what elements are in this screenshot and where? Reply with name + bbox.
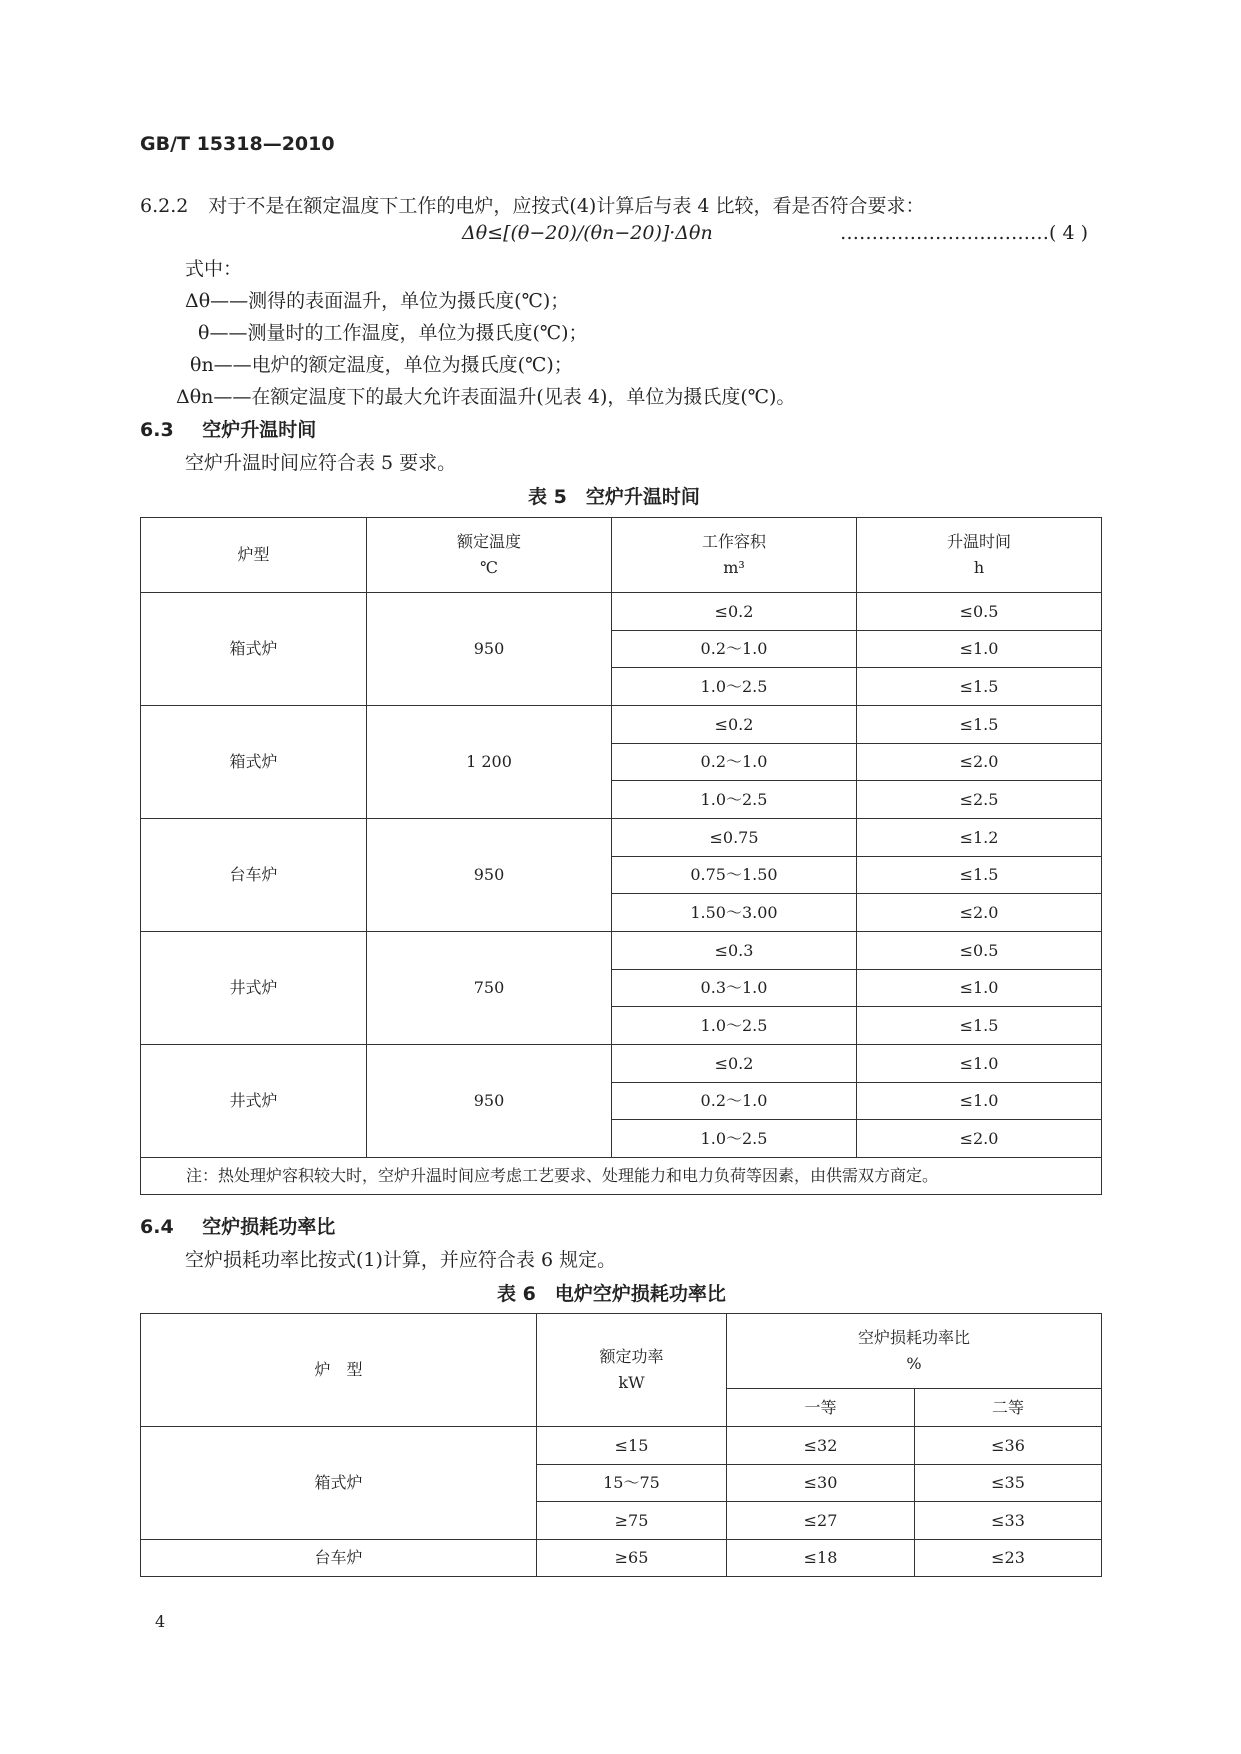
furnace-type-cell: 箱式炉 <box>141 1427 537 1540</box>
volume-cell: 0.3～1.0 <box>612 970 857 1007</box>
clause-text: 对于不是在额定温度下工作的电炉，应按式(4)计算后与表 4 比较，看是否符合要求： <box>208 195 925 217</box>
table5-header-row <box>141 518 1102 593</box>
volume-cell: 1.50～3.00 <box>612 894 857 932</box>
time-cell: ≤1.5 <box>857 1007 1102 1045</box>
time-cell: ≤0.5 <box>857 593 1102 631</box>
grade2-cell: ≤36 <box>915 1427 1102 1465</box>
volume-cell: 1.0～2.5 <box>612 668 857 706</box>
header-cell: 额定功率 kW <box>537 1314 727 1427</box>
grade1-cell: ≤32 <box>727 1427 915 1465</box>
table-row <box>141 1427 1102 1465</box>
power-cell: ≥65 <box>537 1540 727 1577</box>
definition: Δθn——在额定温度下的最大允许表面温升(见表 4)，单位为摄氏度(℃)。 <box>176 386 796 408</box>
header-cell: 炉 型 <box>141 1314 537 1427</box>
header-cell: 升温时间 h <box>857 518 1102 593</box>
table5 <box>140 517 1102 1195</box>
volume-cell: 1.0～2.5 <box>612 781 857 819</box>
volume-cell: ≤0.3 <box>612 932 857 970</box>
table5-caption: 表 5 空炉升温时间 <box>528 486 700 508</box>
volume-cell: 0.2～1.0 <box>612 631 857 668</box>
furnace-type-cell: 井式炉 <box>141 1045 367 1158</box>
time-cell: ≤1.0 <box>857 970 1102 1007</box>
table6-caption: 表 6 电炉空炉损耗功率比 <box>497 1283 726 1305</box>
time-cell: ≤1.5 <box>857 706 1102 744</box>
time-cell: ≤2.0 <box>857 1120 1102 1158</box>
section-text: 空炉升温时间应符合表 5 要求。 <box>185 452 457 474</box>
page-number: 4 <box>155 1612 166 1631</box>
table5-note-row <box>141 1158 1102 1195</box>
section-title: 空炉升温时间 <box>202 419 317 441</box>
temp-cell: 950 <box>367 819 612 932</box>
table-row <box>141 819 1102 857</box>
where-label: 式中： <box>185 258 243 280</box>
formula-number: ……………………………( 4 ) <box>840 222 1088 244</box>
header-cell: 工作容积 m³ <box>612 518 857 593</box>
section-6-3-heading <box>140 415 316 442</box>
table-row <box>141 593 1102 631</box>
volume-cell: ≤0.75 <box>612 819 857 857</box>
volume-cell: ≤0.2 <box>612 706 857 744</box>
temp-cell: 750 <box>367 932 612 1045</box>
time-cell: ≤2.0 <box>857 894 1102 932</box>
definition: Δθ——测得的表面温升，单位为摄氏度(℃)； <box>185 290 570 312</box>
time-cell: ≤0.5 <box>857 932 1102 970</box>
grade2-cell: ≤23 <box>915 1540 1102 1577</box>
grade1-cell: ≤27 <box>727 1502 915 1540</box>
clause-6-2-2 <box>140 191 925 218</box>
formula: Δθ≤[(θ−20)/(θn−20)]·Δθn <box>462 222 713 244</box>
standard-number: GB/T 15318—2010 <box>140 133 335 155</box>
volume-cell: ≤0.2 <box>612 1045 857 1083</box>
section-6-4-heading <box>140 1212 335 1239</box>
definition: θn——电炉的额定温度，单位为摄氏度(℃)； <box>190 354 573 376</box>
temp-cell: 950 <box>367 1045 612 1158</box>
section-number: 6.3 <box>140 419 174 441</box>
furnace-type-cell: 井式炉 <box>141 932 367 1045</box>
clause-number: 6.2.2 <box>140 195 189 217</box>
table-note: 注：热处理炉容积较大时，空炉升温时间应考虑工艺要求、处理能力和电力负荷等因素，由供需双方商定。 <box>141 1158 1102 1195</box>
time-cell: ≤1.0 <box>857 631 1102 668</box>
furnace-type-cell: 台车炉 <box>141 1540 537 1577</box>
table6-header-row <box>141 1314 1102 1389</box>
volume-cell: 0.2～1.0 <box>612 1083 857 1120</box>
volume-cell: ≤0.2 <box>612 593 857 631</box>
grade2-cell: ≤33 <box>915 1502 1102 1540</box>
volume-cell: 0.2～1.0 <box>612 744 857 781</box>
table-row <box>141 706 1102 744</box>
temp-cell: 950 <box>367 593 612 706</box>
furnace-type-cell: 箱式炉 <box>141 593 367 706</box>
furnace-type-cell: 台车炉 <box>141 819 367 932</box>
table-row <box>141 1540 1102 1577</box>
time-cell: ≤1.2 <box>857 819 1102 857</box>
table-row <box>141 1045 1102 1083</box>
time-cell: ≤1.5 <box>857 668 1102 706</box>
header-cell: 一等 <box>727 1389 915 1427</box>
section-text: 空炉损耗功率比按式(1)计算，并应符合表 6 规定。 <box>185 1249 617 1271</box>
volume-cell: 1.0～2.5 <box>612 1007 857 1045</box>
header-cell: 额定温度 ℃ <box>367 518 612 593</box>
power-cell: 15～75 <box>537 1465 727 1502</box>
furnace-type-cell: 箱式炉 <box>141 706 367 819</box>
header-cell: 炉型 <box>141 518 367 593</box>
grade1-cell: ≤30 <box>727 1465 915 1502</box>
temp-cell: 1 200 <box>367 706 612 819</box>
header-cell: 空炉损耗功率比 % <box>727 1314 1102 1389</box>
definition: θ——测量时的工作温度，单位为摄氏度(℃)； <box>198 322 588 344</box>
volume-cell: 0.75～1.50 <box>612 857 857 894</box>
time-cell: ≤1.0 <box>857 1045 1102 1083</box>
header-cell: 二等 <box>915 1389 1102 1427</box>
table-row <box>141 932 1102 970</box>
power-cell: ≥75 <box>537 1502 727 1540</box>
section-title: 空炉损耗功率比 <box>202 1216 336 1238</box>
time-cell: ≤1.5 <box>857 857 1102 894</box>
volume-cell: 1.0～2.5 <box>612 1120 857 1158</box>
time-cell: ≤1.0 <box>857 1083 1102 1120</box>
table6 <box>140 1313 1102 1577</box>
grade2-cell: ≤35 <box>915 1465 1102 1502</box>
grade1-cell: ≤18 <box>727 1540 915 1577</box>
power-cell: ≤15 <box>537 1427 727 1465</box>
time-cell: ≤2.0 <box>857 744 1102 781</box>
section-number: 6.4 <box>140 1216 174 1238</box>
time-cell: ≤2.5 <box>857 781 1102 819</box>
